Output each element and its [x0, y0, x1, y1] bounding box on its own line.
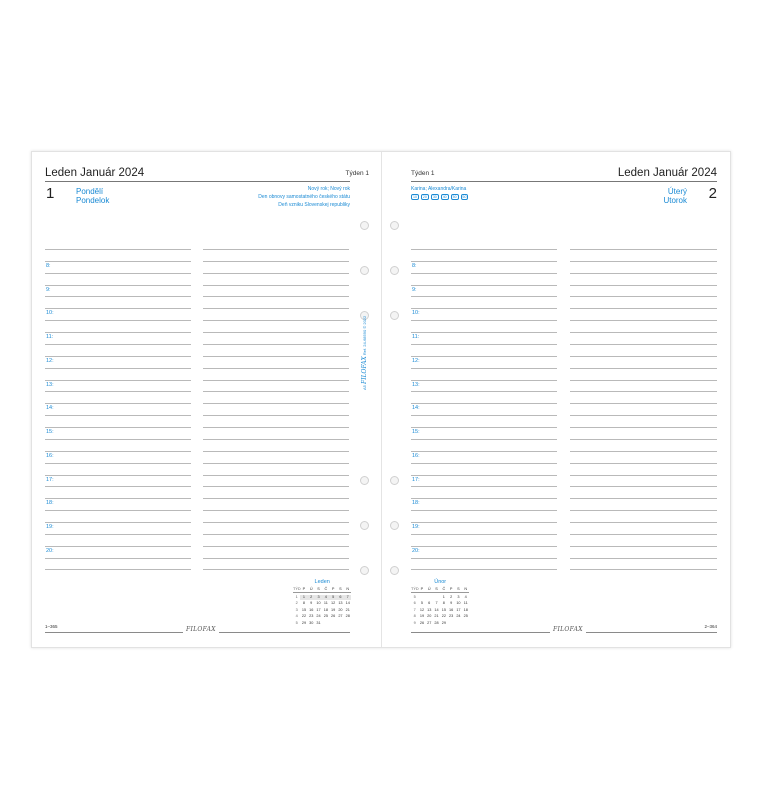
schedule-line: [570, 380, 717, 381]
schedule-line: [45, 391, 191, 392]
mini-calendar-week: 9: [413, 620, 416, 625]
hour-label: 13:: [412, 381, 420, 388]
schedule-line: [570, 296, 717, 297]
schedule-line: [203, 427, 349, 428]
page-count: 2–364: [704, 624, 717, 629]
mini-calendar-day: 12: [419, 607, 425, 612]
mini-calendar-day: 6: [428, 601, 431, 605]
hour-label: 11:: [46, 334, 54, 340]
schedule-line: [570, 391, 717, 392]
schedule-line: [45, 415, 191, 416]
schedule-line: [45, 332, 191, 333]
schedule-line: [411, 510, 557, 511]
hour-label: 8:: [412, 262, 417, 269]
day-number: 1: [46, 185, 55, 202]
hour-label: 20:: [46, 547, 54, 554]
moon-marker: 30: [432, 195, 437, 199]
mini-calendar-header: TÝD: [293, 587, 301, 591]
hour-label: 16:: [46, 452, 54, 459]
mini-calendar-day: 18: [323, 607, 328, 612]
schedule-line: [570, 285, 717, 286]
mini-calendar-day: 28: [434, 620, 439, 625]
mini-calendar-day: 14: [434, 607, 439, 612]
mini-calendar-title: Únor: [434, 579, 447, 585]
mini-calendar-day: 22: [301, 614, 307, 618]
schedule-line: [203, 368, 349, 369]
mini-calendar-day: [322, 621, 329, 626]
mini-calendar-day: 21: [434, 614, 439, 618]
schedule-line: [203, 285, 349, 286]
moon-marker: 10: [413, 195, 417, 199]
mini-calendar-header: P: [329, 587, 336, 593]
mini-calendar-header: Č: [322, 587, 329, 593]
mini-calendar-day: [433, 595, 440, 600]
schedule-line: [45, 558, 191, 559]
mini-calendar-day: 22: [441, 614, 446, 618]
mini-calendar-day: 17: [456, 607, 461, 612]
binder-hole: [390, 221, 399, 230]
mini-calendar-day: [447, 621, 454, 626]
schedule-line: [570, 332, 717, 333]
schedule-line: [411, 427, 557, 428]
mini-calendar-day: 1: [300, 595, 307, 600]
schedule-line: [411, 475, 557, 476]
hour-label: 15:: [46, 429, 54, 435]
mini-calendar-header: S: [315, 587, 322, 593]
schedule-line: [45, 296, 191, 297]
mini-calendar-day: 3: [457, 594, 460, 599]
hour-label: 12:: [46, 357, 54, 364]
hour-label: 17:: [412, 476, 420, 483]
holiday-1: Nový rok; Nový rok: [307, 186, 350, 192]
hour-label: 16:: [412, 452, 420, 459]
schedule-line: [45, 510, 191, 511]
mini-calendar-week: 5: [295, 620, 298, 625]
mini-calendar-header: P: [447, 587, 454, 593]
schedule-line: [203, 380, 349, 381]
mini-calendar-week: 4: [295, 614, 298, 618]
binder-hole: [390, 521, 399, 530]
mini-calendar-february: [411, 579, 469, 626]
schedule-line: [570, 403, 717, 404]
schedule-line: [411, 486, 557, 487]
schedule-line: [45, 344, 191, 345]
schedule-line: [411, 356, 557, 357]
imprint: [361, 316, 368, 390]
mini-calendar-day: 7: [435, 601, 438, 605]
page-count: 1–365: [45, 624, 58, 629]
schedule-line: [45, 427, 191, 428]
day-name-cz: Pondělí: [76, 187, 104, 196]
schedule-line: [203, 498, 349, 499]
schedule-line: [45, 463, 191, 464]
schedule-line: [570, 261, 717, 262]
mini-calendar-day: 27: [427, 620, 432, 625]
schedule-line: [411, 451, 557, 452]
moon-marker: 40: [442, 195, 447, 199]
mini-calendar-day: 16: [309, 607, 314, 612]
schedule-line: [203, 391, 349, 392]
schedule-line: [203, 463, 349, 464]
mini-calendar-day: 19: [419, 614, 425, 618]
schedule-line: [411, 463, 557, 464]
schedule-line: [203, 558, 349, 559]
mini-calendar-day: 2: [450, 594, 453, 599]
mini-calendar-day: 8: [442, 601, 445, 605]
schedule-line: [203, 273, 349, 274]
mini-calendar-day: 10: [316, 601, 321, 605]
mini-calendar-week: 8: [413, 614, 416, 618]
schedule-line: [411, 344, 557, 345]
schedule-line: [411, 380, 557, 381]
mini-calendar-header: S: [337, 587, 344, 593]
schedule-line: [411, 261, 557, 262]
schedule-line: [45, 546, 191, 547]
schedule-line: [203, 308, 349, 309]
schedule-line: [411, 522, 557, 523]
schedule-line: [570, 486, 717, 487]
mini-calendar-week: 1: [295, 594, 298, 599]
month-title: Leden Január 2024: [45, 167, 145, 179]
schedule-line: [570, 249, 717, 250]
mini-calendar-day: [344, 621, 351, 626]
mini-calendar-week: 3: [295, 607, 298, 612]
mini-calendar-day: 15: [301, 607, 307, 612]
hour-label: 9:: [412, 286, 417, 293]
schedule-line: [411, 368, 557, 369]
mini-calendar-header: Ú: [308, 587, 315, 593]
hour-label: 13:: [46, 381, 54, 388]
mini-calendar-day: 15: [441, 607, 446, 612]
schedule-line: [411, 498, 557, 499]
mini-calendar-january: [293, 579, 351, 626]
binder-hole: [360, 566, 369, 575]
mini-calendar-day: 23: [309, 614, 314, 618]
mini-calendar-day: 17: [316, 607, 321, 612]
mini-calendar-day: 23: [449, 614, 454, 618]
mini-calendar-day: 9: [310, 601, 313, 605]
mini-calendar-day: [337, 621, 344, 626]
day-name-cz: Úterý: [667, 187, 687, 196]
moon-marker: 50: [452, 195, 457, 199]
mini-calendar-header: Ú: [426, 587, 433, 593]
mini-calendar-header: P: [300, 587, 307, 593]
schedule-line: [570, 463, 717, 464]
mini-calendar-day: [329, 621, 336, 626]
mini-calendar-day: 12: [331, 601, 336, 605]
schedule-line: [570, 273, 717, 274]
mini-calendar-day: 25: [463, 614, 468, 618]
mini-calendar-day: 7: [344, 595, 351, 600]
schedule-line: [570, 415, 717, 416]
mini-calendar-day: 5: [420, 601, 423, 605]
schedule-line: [570, 558, 717, 559]
day-number: 2: [708, 185, 717, 202]
mini-calendar-grid: [411, 587, 469, 626]
schedule-line: [203, 344, 349, 345]
mini-calendar-day: 16: [449, 607, 454, 612]
hour-label: 18:: [46, 500, 54, 507]
binder-hole: [360, 221, 369, 230]
hour-label: 8:: [46, 262, 51, 269]
schedule-line: [203, 403, 349, 404]
mini-calendar-day: 21: [345, 607, 350, 612]
hour-label: 12:: [412, 357, 420, 364]
mini-calendar-day: 3: [315, 595, 322, 600]
mini-calendar-day: [455, 621, 462, 626]
mini-calendar-header: Č: [440, 587, 447, 593]
schedule-line: [570, 498, 717, 499]
mini-calendar-day: 27: [338, 614, 343, 618]
schedule-line: [570, 439, 717, 440]
schedule-line: [203, 522, 349, 523]
schedule-line: [203, 261, 349, 262]
mini-calendar-header: N: [344, 587, 351, 593]
mini-calendar-week: 6: [413, 601, 416, 605]
hour-label: 9:: [46, 286, 51, 293]
mini-calendar-day: 29: [441, 620, 446, 625]
schedule-line: [570, 320, 717, 321]
hour-label: 19:: [46, 524, 54, 530]
schedule-line: [411, 569, 557, 570]
mini-calendar-day: [426, 595, 433, 600]
schedule-line: [411, 273, 557, 274]
month-title: Leden Január 2024: [617, 167, 717, 179]
mini-calendar-header: S: [433, 587, 440, 593]
schedule-line: [203, 249, 349, 250]
schedule-line: [45, 451, 191, 452]
schedule-line: [45, 498, 191, 499]
mini-calendar-title: Leden: [314, 579, 330, 585]
mini-calendar-day: 11: [463, 601, 468, 605]
schedule-line: [45, 285, 191, 286]
schedule-line: [45, 534, 191, 535]
schedule-line: [570, 522, 717, 523]
hour-label: 19:: [412, 524, 420, 530]
schedule-line: [45, 403, 191, 404]
mini-calendar-day: [418, 595, 425, 600]
mini-calendar-day: 13: [338, 601, 343, 605]
nameday: Karina; Alexandra/Karina: [411, 186, 467, 192]
week-label: Týden 1: [345, 170, 369, 177]
hour-label: 11:: [412, 334, 420, 340]
schedule-line: [203, 486, 349, 487]
schedule-line: [570, 368, 717, 369]
right-page: [382, 152, 730, 647]
hour-label: 15:: [412, 429, 420, 435]
mini-calendar-day: 10: [456, 601, 461, 605]
mini-calendar-day: 30: [309, 620, 314, 625]
schedule-line: [570, 510, 717, 511]
mini-calendar-day: 11: [323, 601, 328, 605]
moon-marker: 20: [422, 195, 427, 199]
hour-label: 17:: [46, 476, 54, 483]
binder-hole: [390, 266, 399, 275]
day-name-sk: Pondelok: [76, 196, 110, 205]
imprint-prefix: A5: [362, 385, 367, 390]
brand-logo: FILOFAX: [550, 626, 586, 633]
hour-label: 20:: [412, 547, 420, 554]
schedule-line: [45, 308, 191, 309]
mini-calendar-day: 14: [345, 601, 350, 605]
schedule-line: [45, 475, 191, 476]
schedule-line: [570, 546, 717, 547]
mini-calendar-day: 26: [331, 614, 336, 618]
schedule-line: [45, 380, 191, 381]
mini-calendar-header: N: [462, 587, 469, 593]
binder-hole: [390, 311, 399, 320]
mini-calendar-header: TÝD: [411, 587, 419, 591]
schedule-line: [411, 391, 557, 392]
schedule-line: [203, 296, 349, 297]
schedule-line: [411, 403, 557, 404]
mini-calendar-day: 4: [322, 595, 329, 600]
binder-hole: [360, 521, 369, 530]
schedule-line: [411, 320, 557, 321]
mini-calendar-day: [462, 621, 469, 626]
mini-calendar-day: 29: [301, 620, 307, 625]
schedule-line: [203, 510, 349, 511]
schedule-line: [203, 320, 349, 321]
mini-calendar-day: 13: [427, 607, 432, 612]
header-rule: [411, 181, 717, 182]
mini-calendar-day: 25: [323, 614, 328, 618]
binder-hole: [360, 266, 369, 275]
mini-calendar-grid: [293, 587, 351, 626]
schedule-line: [411, 249, 557, 250]
mini-calendar-day: 19: [331, 607, 336, 612]
mini-calendar-week: 7: [413, 607, 416, 612]
schedule-line: [570, 427, 717, 428]
schedule-line: [411, 296, 557, 297]
day-name-sk: Utorok: [663, 196, 687, 205]
schedule-line: [45, 368, 191, 369]
schedule-line: [570, 356, 717, 357]
mini-calendar-day: 5: [329, 595, 336, 600]
binder-hole: [360, 476, 369, 485]
schedule-line: [570, 451, 717, 452]
imprint-brand: FILOFAX: [361, 356, 368, 384]
schedule-line: [570, 569, 717, 570]
mini-calendar-week: 5: [413, 594, 416, 599]
mini-calendar-week: 2: [295, 601, 298, 605]
mini-calendar-day: 28: [345, 614, 350, 618]
mini-calendar-day: 20: [427, 614, 432, 618]
moon-marker: 60: [462, 195, 467, 199]
mini-calendar-day: 6: [337, 595, 344, 600]
schedule-line: [203, 475, 349, 476]
schedule-line: [570, 475, 717, 476]
imprint-ref: Ref. 24-68590 © 2022: [362, 315, 367, 356]
schedule-line: [411, 308, 557, 309]
mini-calendar-day: 9: [450, 601, 453, 605]
schedule-line: [411, 415, 557, 416]
diary-spread: [31, 151, 731, 648]
schedule-line: [203, 534, 349, 535]
holiday-2: Den obnovy samostatného českého státu: [258, 194, 350, 200]
hour-label: 14:: [412, 405, 420, 412]
schedule-line: [570, 344, 717, 345]
schedule-line: [203, 415, 349, 416]
schedule-line: [203, 439, 349, 440]
moon-phase-row: [411, 194, 468, 200]
schedule-line: [203, 451, 349, 452]
mini-calendar-header: P: [418, 587, 425, 593]
schedule-line: [203, 569, 349, 570]
mini-calendar-day: 24: [316, 614, 321, 618]
week-label: Týden 1: [411, 170, 435, 177]
schedule-line: [45, 273, 191, 274]
schedule-line: [570, 308, 717, 309]
schedule-line: [411, 546, 557, 547]
schedule-line: [411, 439, 557, 440]
brand-logo: FILOFAX: [183, 626, 219, 633]
mini-calendar-day: 8: [302, 601, 305, 605]
schedule-line: [45, 261, 191, 262]
hour-label: 10:: [46, 310, 54, 317]
mini-calendar-day: 2: [308, 595, 315, 600]
schedule-line: [411, 534, 557, 535]
mini-calendar-day: 4: [464, 594, 467, 599]
holiday-3: Deň vzniku Slovenskej republiky: [278, 202, 350, 208]
left-page: [32, 152, 381, 647]
schedule-line: [45, 569, 191, 570]
mini-calendar-day: 18: [463, 607, 468, 612]
hour-label: 14:: [46, 405, 54, 412]
mini-calendar-header: S: [455, 587, 462, 593]
mini-calendar-day: 1: [442, 594, 445, 599]
schedule-line: [45, 439, 191, 440]
mini-calendar-day: 24: [456, 614, 461, 618]
schedule-line: [45, 356, 191, 357]
schedule-line: [45, 486, 191, 487]
hour-label: 18:: [412, 500, 420, 507]
schedule-line: [411, 285, 557, 286]
schedule-line: [203, 332, 349, 333]
schedule-line: [45, 249, 191, 250]
schedule-line: [45, 522, 191, 523]
schedule-line: [570, 534, 717, 535]
schedule-line: [203, 546, 349, 547]
header-rule: [45, 181, 350, 182]
mini-calendar-day: 20: [338, 607, 343, 612]
schedule-line: [411, 332, 557, 333]
binder-hole: [390, 566, 399, 575]
mini-calendar-day: 31: [316, 620, 321, 625]
binder-hole: [390, 476, 399, 485]
schedule-line: [203, 356, 349, 357]
schedule-line: [411, 558, 557, 559]
mini-calendar-day: 26: [419, 620, 425, 625]
hour-label: 10:: [412, 310, 420, 317]
schedule-line: [45, 320, 191, 321]
